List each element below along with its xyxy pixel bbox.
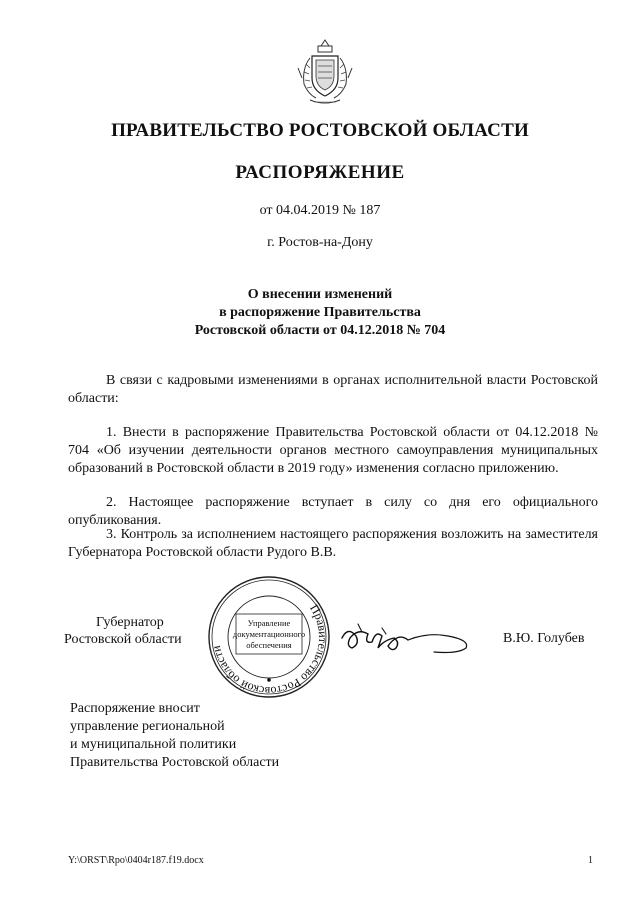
official-stamp [206,574,332,700]
government-title: ПРАВИТЕЛЬСТВО РОСТОВСКОЙ ОБЛАСТИ [111,120,529,141]
submitter-note-line: Распоряжение вносит [70,701,200,716]
document-type: РАСПОРЯЖЕНИЕ [235,162,405,183]
stamp-ring-text: Правительство Ростовской области [208,601,331,699]
document-subject [0,286,640,340]
document-number: от 04.04.2019 № 187 [259,203,381,218]
item-2-paragraph: 2. Настоящее распоряжение вступает в силу со дня его официального опубликования. [68,495,598,528]
subject-line: О внесении изменений [247,287,393,302]
subject-line: Ростовской области от 04.12.2018 № 704 [194,323,446,338]
submitter-note [70,700,279,772]
signatory-name: В.Ю. Голубев [503,631,585,646]
coat-of-arms-emblem [296,38,354,106]
submitter-note-line: управление региональной [70,719,225,734]
stamp-inner-line: документационного [232,629,306,639]
signatory-position-line: Ростовской области [64,632,182,647]
handwritten-signature [338,618,478,660]
signatory-position [64,614,182,648]
stamp-inner-line: обеспечения [246,640,292,650]
item-3-paragraph: 3. Контроль за исполнением настоящего распоряжения возложить на заместителя Губернатора Ростовской области Рудого В.В. [68,527,598,560]
signatory-position-line: Губернатор [96,615,164,630]
preamble-paragraph: В связи с кадровыми изменениями в органах исполнительной власти Ростовской области: [68,373,598,406]
page-number: 1 [588,855,593,866]
stamp-inner-line: Управление [247,618,291,628]
document-place: г. Ростов-на-Дону [267,235,373,250]
stamp-star-icon [267,678,271,682]
item-1-paragraph: 1. Внести в распоряжение Правительства Ростовской области от 04.12.2018 № 704 «Об изучении деятельности органов местного самоуправления муниципальных образований в Ростовской области в 2019 году» изменения согласно приложению. [68,425,598,476]
subject-line: в распоряжение Правительства [219,305,421,320]
submitter-note-line: и муниципальной политики [70,737,237,752]
submitter-note-line: Правительства Ростовской области [70,755,280,770]
footer-file-path: Y:\ORST\Rpo\0404r187.f19.docx [68,855,204,866]
